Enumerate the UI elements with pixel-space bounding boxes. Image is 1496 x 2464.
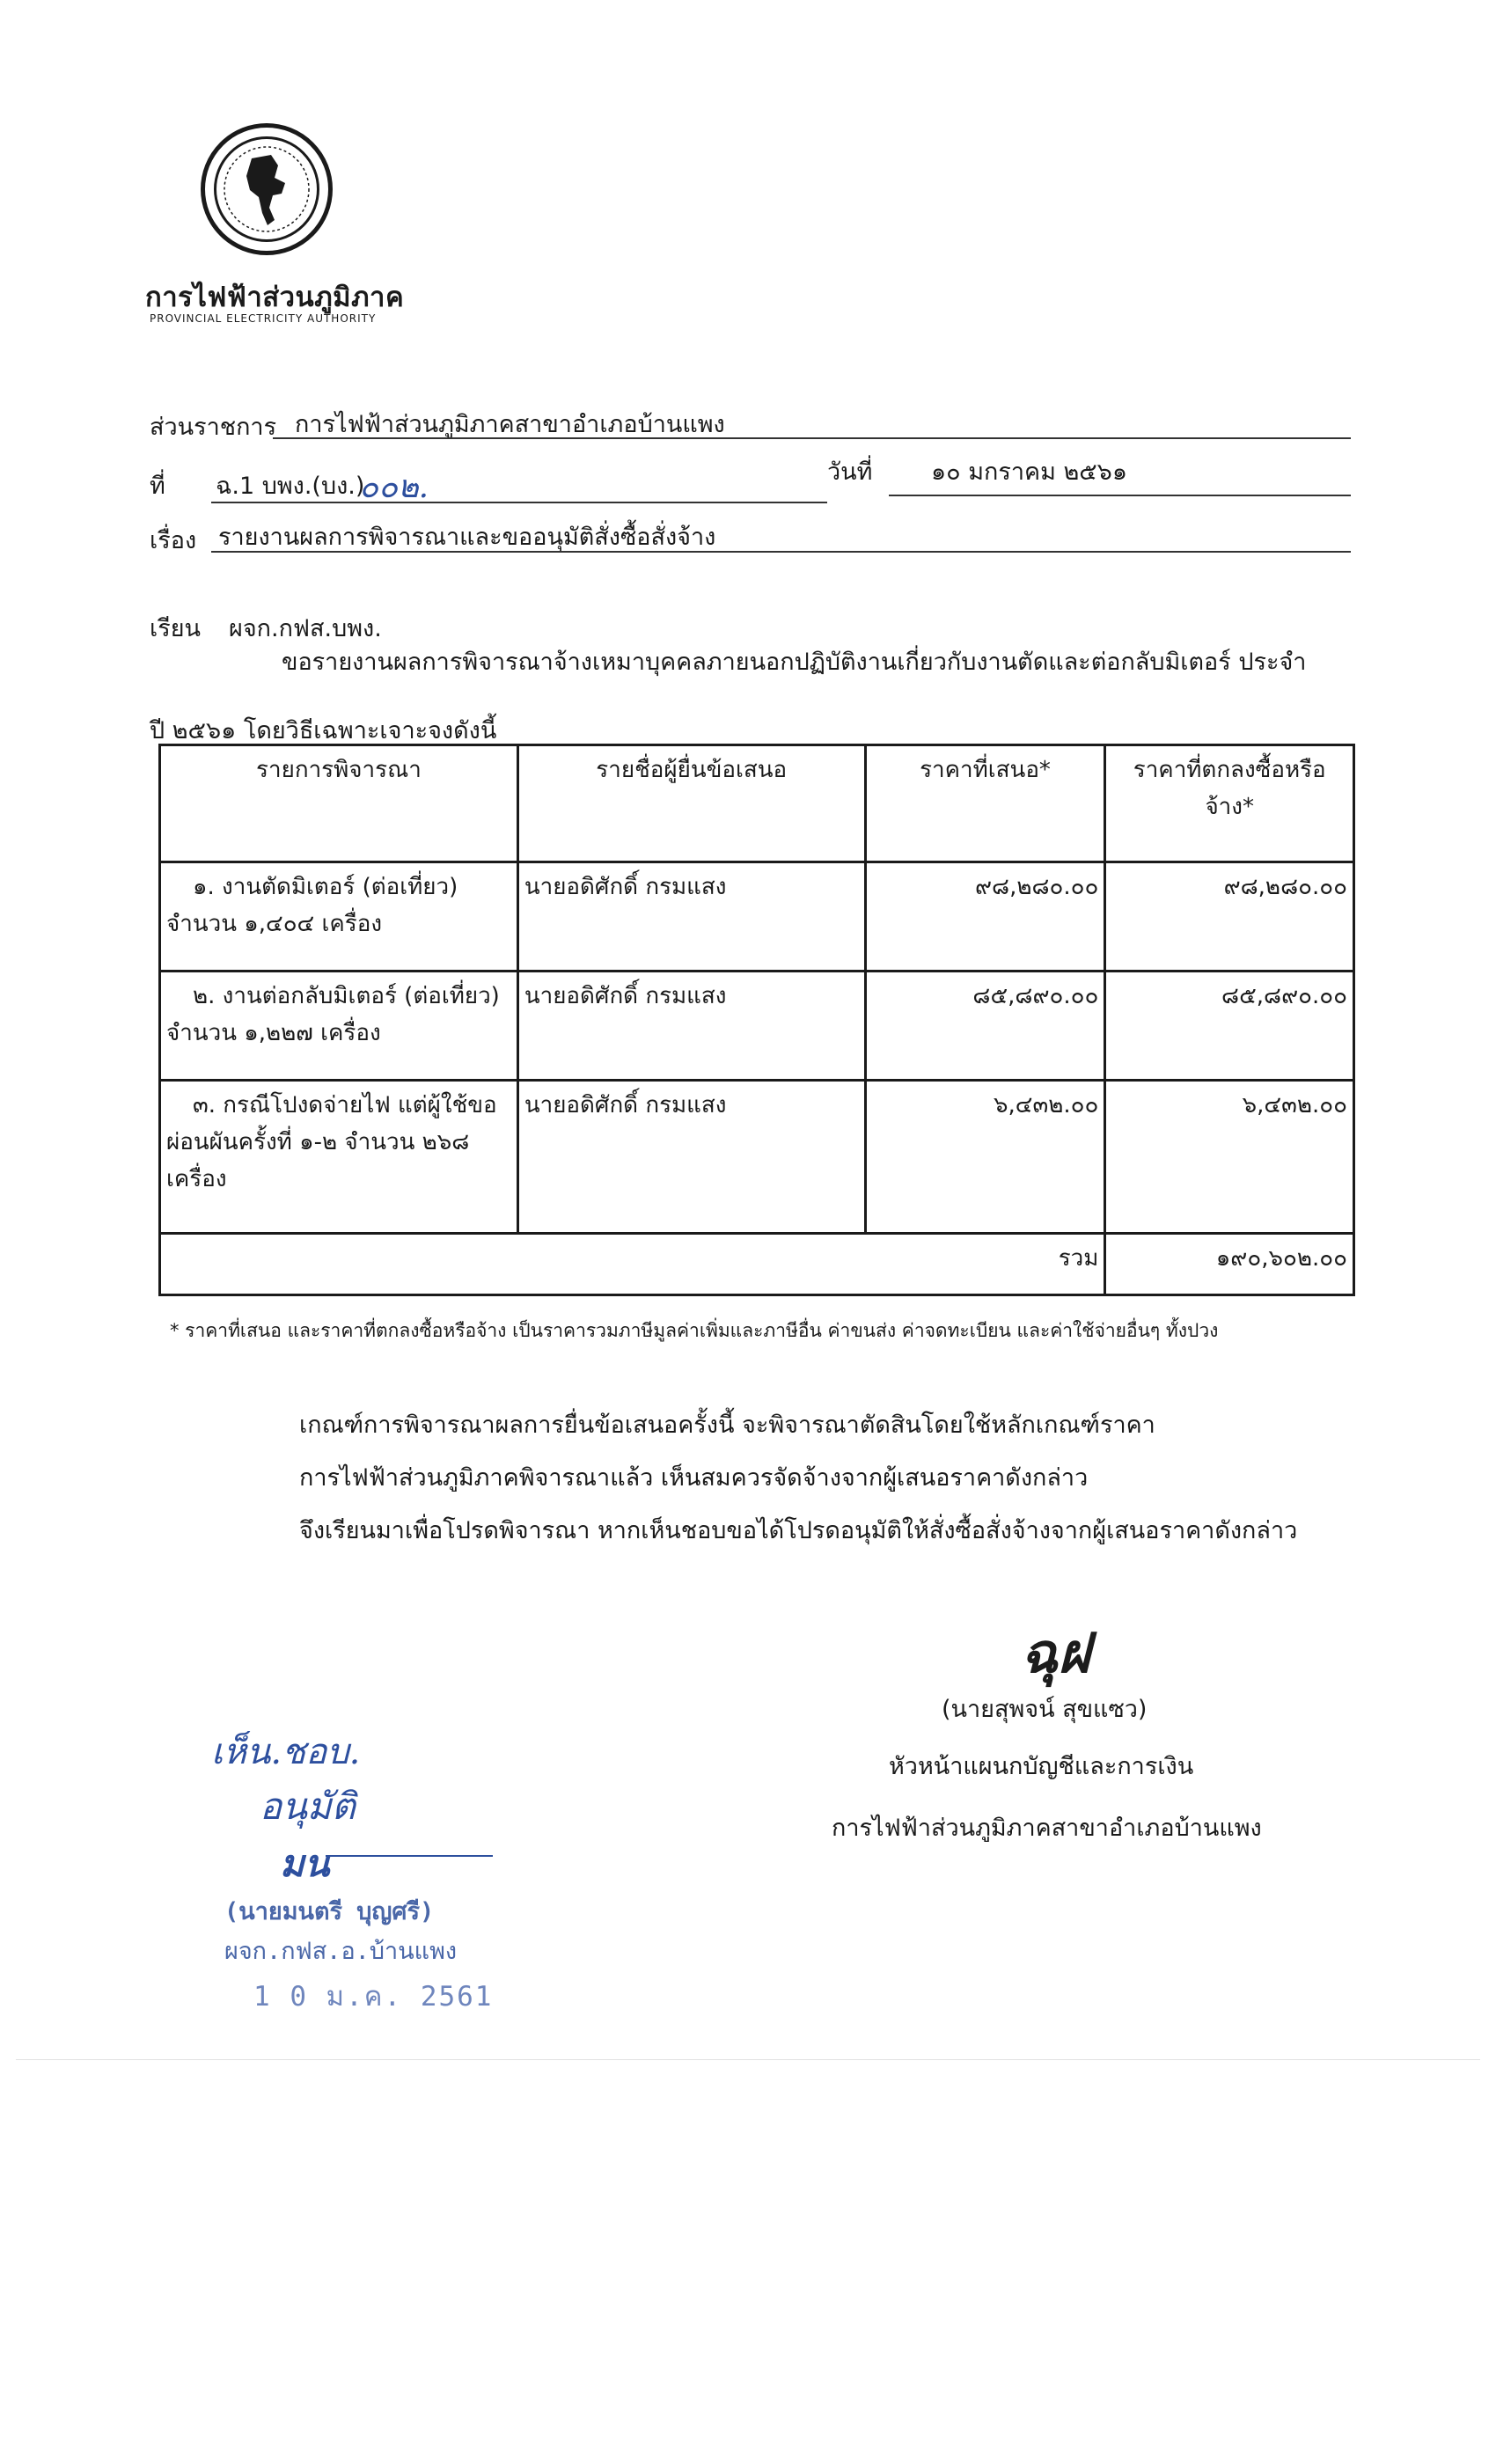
- table-row: [160, 862, 1354, 972]
- date-value: ๑๐ มกราคม ๒๕๖๑: [931, 458, 1127, 486]
- agreed-price-cell: ๙๘,๒๘๐.๐๐: [1105, 862, 1354, 972]
- signer-name: (นายสุพจน์ สุขแซว): [942, 1696, 1148, 1723]
- bid-results-table: [158, 744, 1355, 1296]
- to-value: ผจก.กฟส.บพง.: [229, 615, 382, 642]
- item-line: จำนวน ๑,๒๒๗ เครื่อง: [166, 1020, 381, 1046]
- signer-office: การไฟฟ้าส่วนภูมิภาคสาขาอำเภอบ้านแพง: [832, 1815, 1262, 1842]
- org-name-english: PROVINCIAL ELECTRICITY AUTHORITY: [150, 312, 377, 325]
- table-row: [160, 1081, 1354, 1234]
- approval-signature-stroke: [326, 1855, 493, 1857]
- offered-price-cell: ๘๕,๘๙๐.๐๐: [865, 972, 1105, 1081]
- agency-underline: [273, 437, 1351, 439]
- org-name-thai: การไฟฟ้าส่วนภูมิภาค: [145, 282, 405, 313]
- table-row: [160, 972, 1354, 1081]
- ref-label: ที่: [150, 473, 165, 500]
- closing-line-3: จึงเรียนมาเพื่อโปรดพิจารณา หากเห็นชอบขอได้โปรดอนุมัติให้สั่งซื้อสั่งจ้างจากผู้เสนอราคาดังกล่าว: [299, 1517, 1298, 1544]
- approval-note-approved: อนุมัติ: [260, 1785, 356, 1828]
- subject-underline: [211, 551, 1351, 553]
- item-line: ๑. งานตัดมิเตอร์ (ต่อเที่ยว): [193, 874, 458, 900]
- row-item-cell: [160, 1081, 518, 1234]
- date-underline: [889, 495, 1351, 496]
- item-line: จำนวน ๑,๔๐๔ เครื่อง: [166, 911, 383, 937]
- item-line: ผ่อนผันครั้งที่ ๑-๒ จำนวน ๒๖๘: [166, 1129, 470, 1155]
- signer-signature: ฉุฝ: [1021, 1621, 1090, 1685]
- agency-label: ส่วนราชการ: [150, 414, 277, 441]
- bidder-cell: นายอดิศักดิ์ กรมแสง: [517, 1081, 865, 1234]
- table-total-row: [160, 1234, 1354, 1295]
- total-label-cell: รวม: [160, 1234, 1105, 1295]
- header-item: รายการพิจารณา: [160, 745, 518, 862]
- approval-stamp-name: (นายมนตรี บุญศรี): [224, 1898, 435, 1925]
- thailand-map-icon: [216, 139, 317, 239]
- date-label: วันที่: [827, 458, 873, 486]
- offered-price-cell: ๖,๔๓๒.๐๐: [865, 1081, 1105, 1234]
- bidder-cell: นายอดิศักดิ์ กรมแสง: [517, 972, 865, 1081]
- intro-line-1: ขอรายงานผลการพิจารณาจ้างเหมาบุคคลภายนอกปฏิบัติงานเกี่ยวกับงานตัดและต่อกลับมิเตอร์ ประจำ: [282, 649, 1307, 676]
- ref-underline: [211, 502, 827, 503]
- to-label: เรียน: [150, 615, 202, 642]
- header-bidder: รายชื่อผู้ยื่นข้อเสนอ: [517, 745, 865, 862]
- closing-line-1: เกณฑ์การพิจารณาผลการยื่นข้อเสนอครั้งนี้ จะพิจารณาตัดสินโดยใช้หลักเกณฑ์ราคา: [299, 1412, 1155, 1439]
- row-item-cell: [160, 972, 518, 1081]
- item-line: เครื่อง: [166, 1166, 227, 1192]
- total-value-cell: ๑๙๐,๖๐๒.๐๐: [1105, 1234, 1354, 1295]
- price-footnote: * ราคาที่เสนอ และราคาที่ตกลงซื้อหรือจ้าง เป็นราคารวมภาษีมูลค่าเพิ่มและภาษีอื่น ค่าขนส่ง ค่าจดทะเบียน และค่าใช้จ่ายอื่นๆ ทั้งปวง: [170, 1320, 1219, 1341]
- row-item-cell: [160, 862, 518, 972]
- seal-inner-ring: [214, 136, 319, 242]
- agency-value: การไฟฟ้าส่วนภูมิภาคสาขาอำเภอบ้านแพง: [295, 411, 725, 438]
- table-header-row: [160, 745, 1354, 862]
- item-line: ๓. กรณีโปงดจ่ายไฟ แต่ผู้ใช้ขอ: [193, 1092, 497, 1118]
- intro-line-2: ปี ๒๕๖๑ โดยวิธีเฉพาะเจาะจงดังนี้: [150, 717, 497, 744]
- agreed-price-cell: ๘๕,๘๙๐.๐๐: [1105, 972, 1354, 1081]
- ref-value: ฉ.1 บพง.(บง.): [216, 473, 365, 500]
- ref-number-handwritten: ๐๐๒.: [359, 469, 429, 505]
- approval-note-agree: เห็น.ชอบ.: [211, 1732, 361, 1772]
- subject-label: เรื่อง: [150, 527, 197, 554]
- agreed-price-cell: ๖,๔๓๒.๐๐: [1105, 1081, 1354, 1234]
- subject-value: รายงานผลการพิจารณาและขออนุมัติสั่งซื้อสั่งจ้าง: [218, 524, 716, 551]
- bidder-cell: นายอดิศักดิ์ กรมแสง: [517, 862, 865, 972]
- approval-stamp-date: 1 0 ม.ค. 2561: [253, 1981, 494, 2013]
- pea-seal-logo: [201, 123, 333, 255]
- offered-price-cell: ๙๘,๒๘๐.๐๐: [865, 862, 1105, 972]
- header-offered-price: ราคาที่เสนอ*: [865, 745, 1105, 862]
- approval-stamp-position: ผจก.กฟส.อ.บ้านแพง: [224, 1938, 458, 1965]
- item-line: ๒. งานต่อกลับมิเตอร์ (ต่อเที่ยว): [193, 983, 500, 1009]
- header-agreed-price: ราคาที่ตกลงซื้อหรือจ้าง*: [1105, 745, 1354, 862]
- approval-signature: มน: [280, 1842, 330, 1885]
- closing-line-2: การไฟฟ้าส่วนภูมิภาคพิจารณาแล้ว เห็นสมควรจัดจ้างจากผู้เสนอราคาดังกล่าว: [299, 1464, 1089, 1492]
- scan-page-edge: [16, 2059, 1480, 2060]
- signer-position: หัวหน้าแผนกบัญชีและการเงิน: [889, 1753, 1194, 1780]
